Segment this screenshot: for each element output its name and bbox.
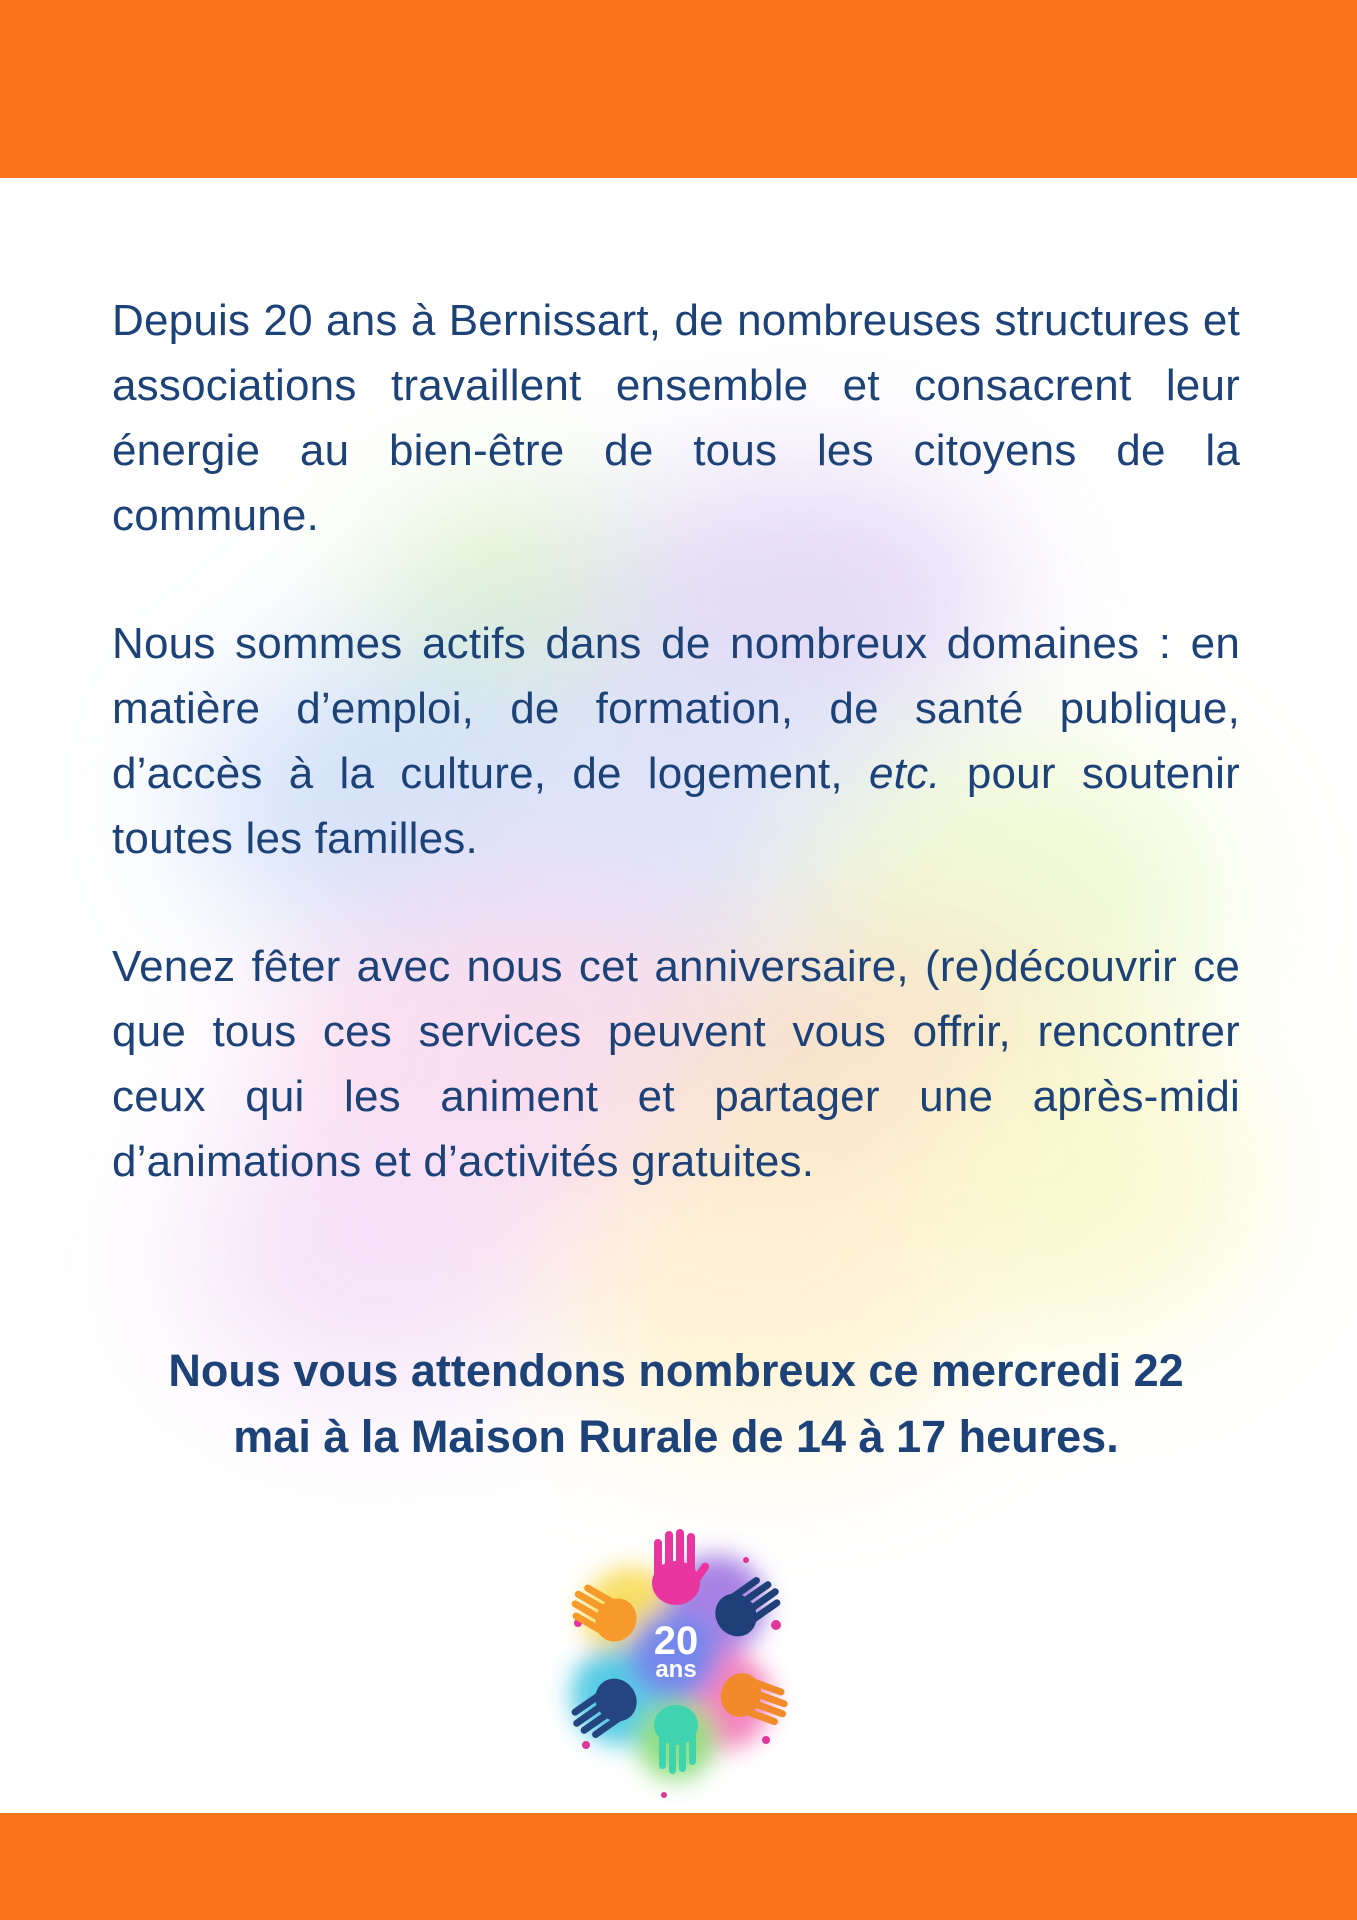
anniversary-20-ans-logo (546, 1505, 806, 1805)
paragraph-intro: Depuis 20 ans à Bernissart, de nombreuses structures et associations travaillent ensemble et consacrent leur énergie au bien-être de tous les citoyens de la commune. (112, 296, 1240, 540)
closing-line-1: Nous vous attendons nombreux ce mercredi 22 (168, 1345, 1184, 1396)
paragraph-activities (112, 611, 1240, 871)
bottom-orange-band (0, 1813, 1357, 1920)
closing-line-2: mai à la Maison Rurale de 14 à 17 heures. (233, 1411, 1119, 1462)
closing-announcement (112, 1338, 1240, 1470)
paragraph-activities-tail: pour soutenir toutes les familles. (112, 749, 1240, 863)
teal-hand-icon (654, 1705, 698, 1774)
paragraph-activities-main: Nous sommes actifs dans de nombreux domaines : en matière d’emploi, de formation, de santé publique, d’accès à la culture, de logement, (112, 619, 1240, 798)
body-text (112, 288, 1240, 1257)
paragraph-invitation: Venez fêter avec nous cet anniversaire, (re)découvrir ce que tous ces services peuvent vous offrir, rencontrer ceux qui les animent et partager une après-midi d’animations et d’activités gratuites. (112, 942, 1240, 1186)
logo-unit: ans (655, 1656, 697, 1683)
top-orange-band (0, 0, 1357, 178)
logo-number: 20 (653, 1619, 699, 1663)
paragraph-activities-etc: etc. (868, 749, 941, 798)
